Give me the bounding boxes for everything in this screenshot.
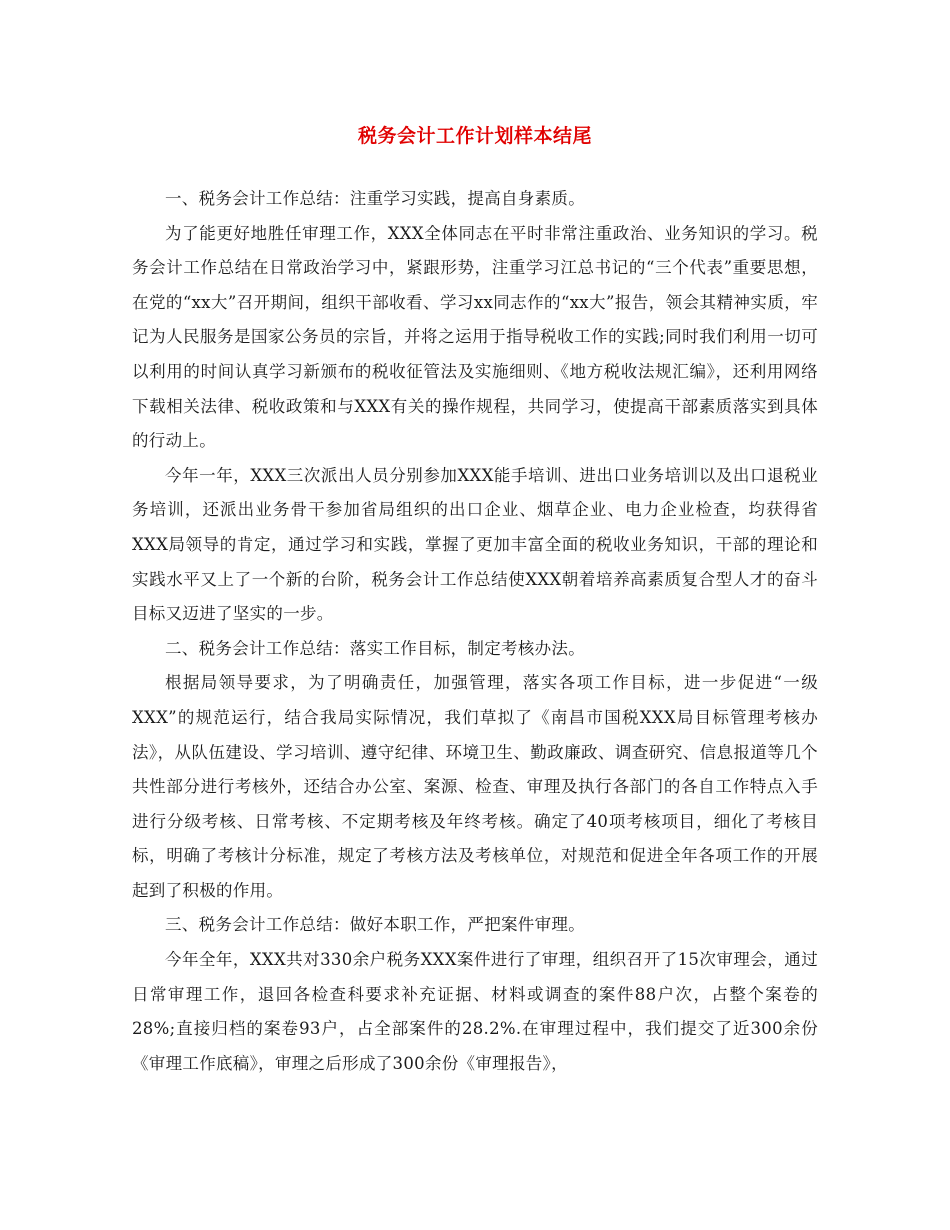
paragraph-case-review: 今年全年，XXX共对330余户税务XXX案件进行了审理，组织召开了15次审理会，通过日常审理工作，退回各检查科要求补充证据、材料或调查的案件88户次，占整个案卷的28%;直接归档的案卷93户，占全部案件的28.2%.在审理过程中，我们提交了近300余份《审理工作底稿》，审理之后形成了300余份《审理报告》，	[132, 950, 818, 1073]
paragraph-training: 今年一年，XXX三次派出人员分别参加XXX能手培训、进出口业务培训以及出口退税业务培训，还派出业务骨干参加省局组织的出口企业、烟草企业、电力企业检查，均获得省XXX局领导的肯定，通过学习和实践，掌握了更加丰富全面的税收业务知识，干部的理论和实践水平又上了一个新的台阶，税务会计工作总结使XXX朝着培养高素质复合型人才的奋斗目标又迈进了坚实的一步。	[132, 465, 818, 624]
paragraph-assessment-method: 根据局领导要求，为了明确责任，加强管理，落实各项工作目标，进一步促进“一级XXX”的规范运行，结合我局实际情况，我们草拟了《南昌市国税XXX局目标管理考核办法》，从队伍建设、学习培训、遵守纪律、环境卫生、勤政廉政、调查研究、信息报道等几个共性部分进行考核外，还结合办公室、案源、检查、审理及执行各部门的各自工作特点入手进行分级考核、日常考核、不定期考核及年终考核。确定了40项考核项目，细化了考核目标，明确了考核计分标准，规定了考核方法及考核单位，对规范和促进全年各项工作的开展起到了积极的作用。	[132, 673, 818, 900]
paragraph-section-three-heading: 三、税务会计工作总结：做好本职工作，严把案件审理。	[165, 915, 585, 935]
paragraph-study-practice: 为了能更好地胜任审理工作，XXX全体同志在平时非常注重政治、业务知识的学习。税务会计工作总结在日常政治学习中，紧跟形势，注重学习江总书记的“三个代表”重要思想，在党的“xx大”召开期间，组织干部收看、学习xx同志作的“xx大”报告，领会其精神实质，牢记为人民服务是国家公务员的宗旨，并将之运用于指导税收工作的实践;同时我们利用一切可以利用的时间认真学习新颁布的税收征管法及实施细则、《地方税收法规汇编》，还利用网络下载相关法律、税收政策和与XXX有关的操作规程，共同学习，使提高干部素质落实到具体的行动上。	[132, 223, 818, 451]
paragraph-section-two-heading: 二、税务会计工作总结：落实工作目标，制定考核办法。	[165, 638, 585, 658]
paragraph-section-one-heading: 一、税务会计工作总结：注重学习实践，提高自身素质。	[165, 189, 585, 208]
document-title: 税务会计工作计划样本结尾	[357, 125, 592, 147]
